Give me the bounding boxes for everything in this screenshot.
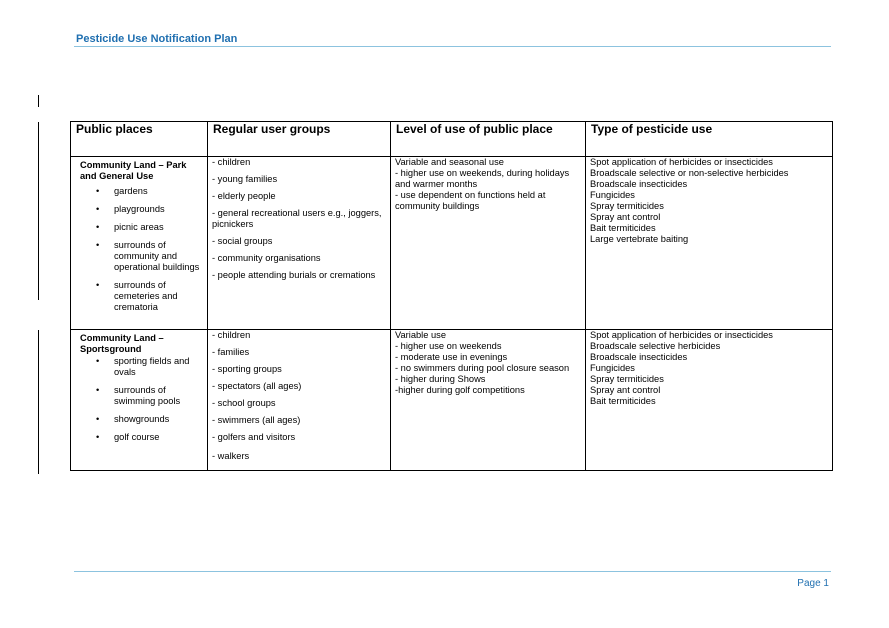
level-of-use-line: - no swimmers during pool closure season [395,363,570,373]
place-title: Community Land – Park and General Use [80,160,187,181]
column-header-level-of-use: Level of use of public place [391,122,586,157]
place-item: • picnic areas [75,222,203,233]
level-of-use-line: - higher use on weekends [395,341,502,351]
user-groups-cell [208,330,391,471]
footer-divider [74,571,831,572]
pesticide-use-line: Spray ant control [590,212,661,222]
pesticide-use-line: Bait termiticides [590,396,656,406]
place-item: • sporting fields and ovals [75,356,203,378]
place-list [75,186,203,313]
user-group: - families [212,347,250,357]
place-item: • golf course [75,432,203,443]
user-group: - golfers and visitors [212,432,296,442]
public-place-cell [71,157,208,330]
pesticide-use-line: Spray termiticides [590,201,664,211]
table-row [71,330,833,471]
column-header-user-groups: Regular user groups [208,122,391,157]
user-group: - children [212,330,251,340]
column-header-public-places: Public places [71,122,208,157]
user-group: - general recreational users e.g., joggers, picnickers [212,208,382,229]
place-item: • gardens [75,186,203,197]
place-item: • surrounds of swimming pools [75,385,203,407]
pesticide-use-line: Spray ant control [590,385,661,395]
user-group: - children [212,157,251,167]
pesticide-use-line: Broadscale selective or non-selective herbicides [590,168,789,178]
pesticide-use-line: Broadscale insecticides [590,352,688,362]
pesticide-use-line: Spray termiticides [590,374,664,384]
pesticide-use-cell [586,330,833,471]
user-group: - sporting groups [212,364,282,374]
place-item: • showgrounds [75,414,203,425]
document-title: Pesticide Use Notification Plan [76,33,238,45]
user-group: - spectators (all ages) [212,381,302,391]
level-of-use-line: - moderate use in evenings [395,352,508,362]
user-group: - young families [212,174,278,184]
revision-bar [38,330,39,474]
user-group: - social groups [212,236,273,246]
user-group: - school groups [212,398,276,408]
page-number: Page 1 [797,578,829,589]
revision-bar [38,122,39,300]
column-header-pesticide-use: Type of pesticide use [586,122,833,157]
level-of-use-line: Variable use [395,330,446,340]
pesticide-use-line: Bait termiticides [590,223,656,233]
revision-bar [38,95,39,107]
user-group: - walkers [212,451,250,461]
pesticide-use-line: Fungicides [590,190,635,200]
user-group: - elderly people [212,191,276,201]
user-groups-cell [208,157,391,330]
level-of-use-line: -higher during golf competitions [395,385,525,395]
header-divider [74,46,831,47]
pesticide-use-line: Spot application of herbicides or insecticides [590,330,773,340]
place-item: • surrounds of cemeteries and crematoria [75,280,203,313]
user-group: - community organisations [212,253,321,263]
pesticide-use-cell [586,157,833,330]
place-item: • playgrounds [75,204,203,215]
level-of-use-line: - use dependent on functions held at community buildings [395,190,546,211]
level-of-use-cell [391,157,586,330]
pesticide-use-line: Spot application of herbicides or insecticides [590,157,773,167]
place-item: • surrounds of community and operational buildings [75,240,203,273]
pesticide-plan-table [70,121,833,471]
place-list [75,356,203,443]
public-place-cell [71,330,208,471]
table-row [71,157,833,330]
place-title: Community Land – Sportsground [80,333,164,354]
user-group: - people attending burials or cremations [212,270,376,280]
pesticide-use-line: Fungicides [590,363,635,373]
pesticide-use-line: Broadscale insecticides [590,179,688,189]
level-of-use-line: Variable and seasonal use [395,157,504,167]
user-group: - swimmers (all ages) [212,415,301,425]
level-of-use-line: - higher during Shows [395,374,486,384]
table-header-row [71,122,833,157]
level-of-use-cell [391,330,586,471]
level-of-use-line: - higher use on weekends, during holidays and warmer months [395,168,570,189]
pesticide-use-line: Large vertebrate baiting [590,234,689,244]
pesticide-use-line: Broadscale selective herbicides [590,341,721,351]
